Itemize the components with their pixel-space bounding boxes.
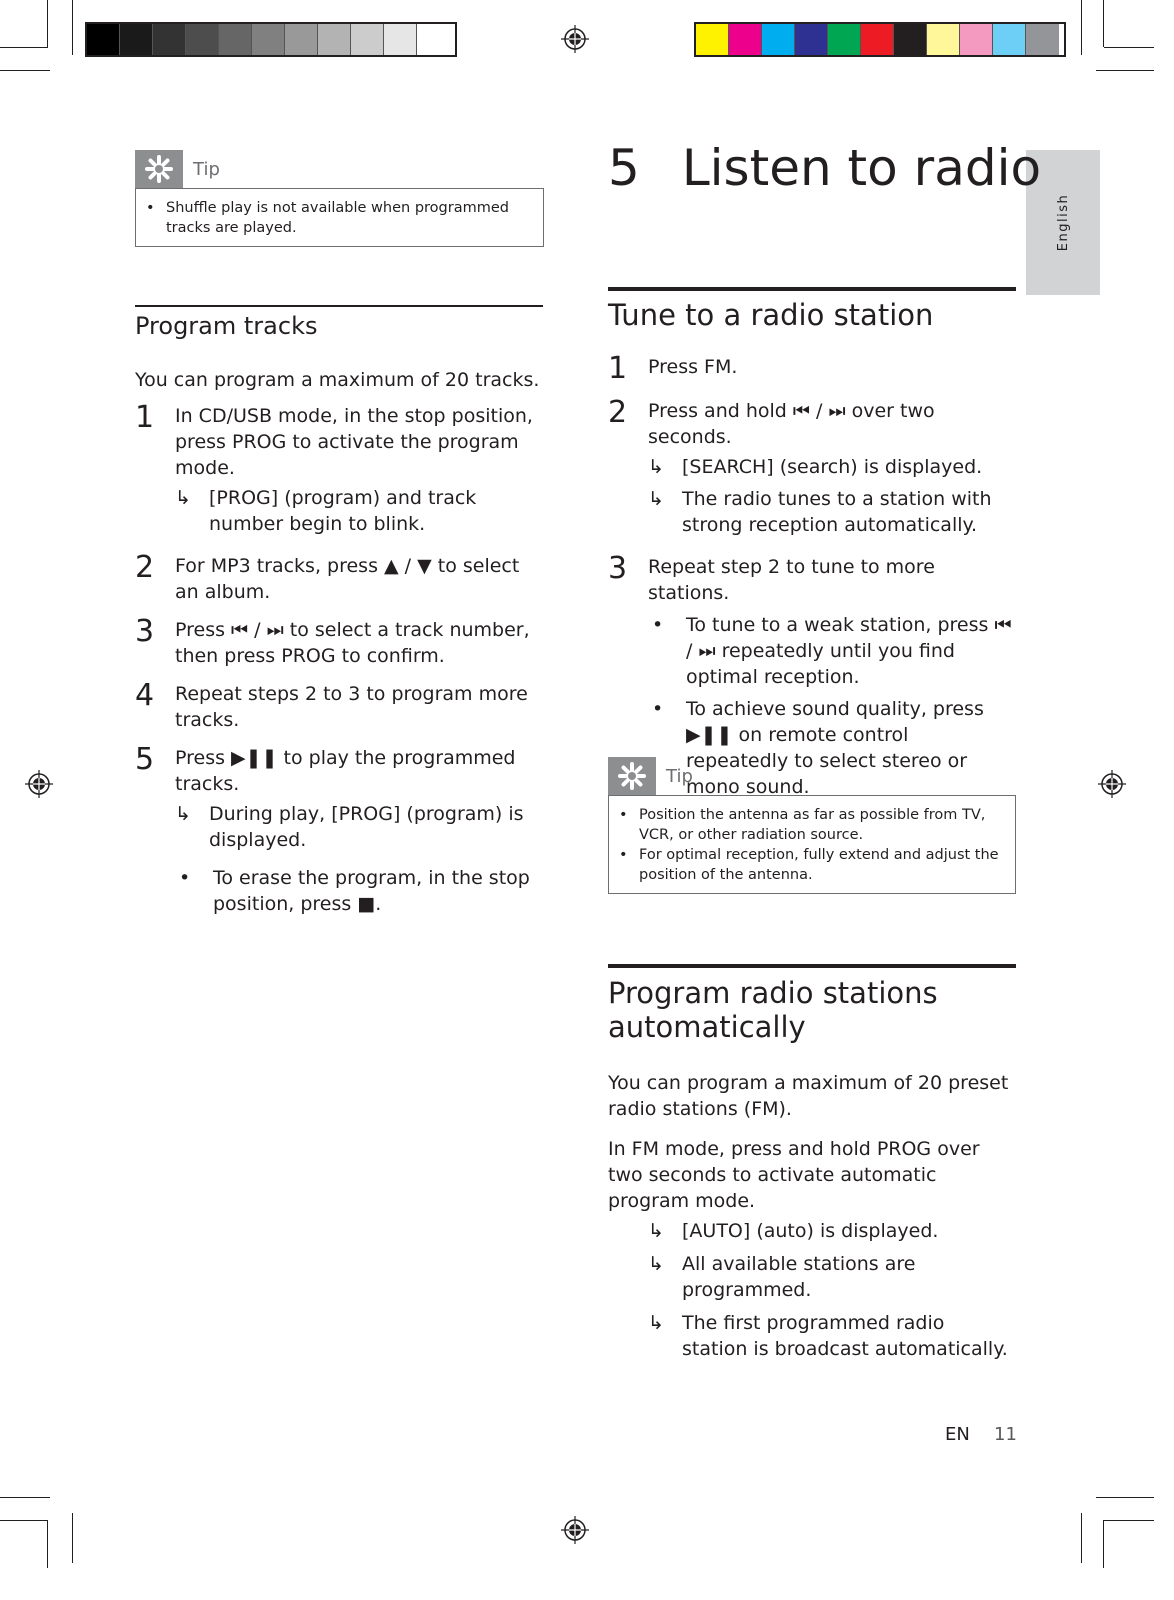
- page-number: 11: [994, 1424, 1017, 1445]
- result-text: [SEARCH] (search) is displayed.: [682, 456, 983, 478]
- bullet-text: To erase the program, in the stop position, press ■.: [213, 867, 530, 915]
- color-swatch: [384, 24, 417, 55]
- chapter-title-text: Listen to radio: [681, 139, 1042, 197]
- step-number: 5: [135, 742, 155, 777]
- section-rule: [135, 305, 543, 307]
- intro-text: You can program a maximum of 20 tracks.: [135, 369, 540, 391]
- result-arrow-icon: ↳: [648, 1253, 664, 1275]
- step-item: [135, 400, 540, 537]
- registration-mark-icon: [1098, 770, 1126, 798]
- bullet-text: To tune to a weak station, press ⏮ / ⏭ repeatedly until you find optimal reception.: [686, 614, 1012, 688]
- step-text: Press ▶❚❚ to play the programmed tracks.: [175, 747, 516, 795]
- chapter-title: [608, 140, 1041, 196]
- color-swatch: [87, 24, 120, 55]
- grayscale-color-bar: [85, 22, 457, 57]
- bullet-text: To achieve sound quality, press ▶❚❚ on remote control repeatedly to select stereo or mono sound.: [686, 698, 984, 798]
- step-item: [135, 614, 540, 669]
- color-swatch: [318, 24, 351, 55]
- color-swatch: [1026, 24, 1059, 55]
- color-swatch: [762, 24, 795, 55]
- tip-asterisk-icon: [608, 757, 656, 795]
- tip-box-top: [135, 150, 544, 247]
- step-number: 2: [135, 550, 155, 585]
- color-swatch: [993, 24, 1026, 55]
- registration-mark-icon: [25, 770, 53, 798]
- step-item: [135, 742, 540, 917]
- step-number: 1: [135, 400, 155, 435]
- color-swatch: [861, 24, 894, 55]
- registration-mark-icon: [561, 1516, 589, 1544]
- step-number: 3: [608, 551, 628, 586]
- tip-box-right: [608, 757, 1016, 894]
- step-text: Repeat step 2 to tune to more stations.: [648, 556, 935, 604]
- section-heading-program-tracks: Program tracks: [135, 312, 318, 340]
- color-swatch: [417, 24, 450, 55]
- result-text: During play, [PROG] (program) is displayed.: [209, 803, 524, 851]
- step-item: [608, 395, 1013, 538]
- step-text: Press ⏮ / ⏭ to select a track number, then press PROG to confirm.: [175, 619, 530, 667]
- step-text: Repeat steps 2 to 3 to program more tracks.: [175, 683, 528, 731]
- color-swatch: [894, 24, 927, 55]
- language-tab-label: English: [1055, 193, 1071, 252]
- color-swatch: [186, 24, 219, 55]
- section-rule: [608, 964, 1016, 968]
- tune-body: [608, 351, 1013, 800]
- body-text: You can program a maximum of 20 preset radio stations (FM).: [608, 1072, 1009, 1120]
- step-text: In CD/USB mode, in the stop position, press PROG to activate the program mode.: [175, 405, 533, 479]
- step-number: 3: [135, 614, 155, 649]
- tip-bullet: Shuffle play is not available when programmed tracks are played.: [166, 200, 509, 236]
- step-number: 4: [135, 678, 155, 713]
- color-swatch: [729, 24, 762, 55]
- process-color-bar: [694, 22, 1066, 57]
- bullet-icon: •: [652, 698, 664, 720]
- color-swatch: [696, 24, 729, 55]
- step-item: [135, 678, 540, 733]
- section-heading-tune: Tune to a radio station: [608, 298, 934, 332]
- result-text: [PROG] (program) and track number begin to blink.: [209, 487, 477, 535]
- color-swatch: [795, 24, 828, 55]
- result-arrow-icon: ↳: [648, 488, 664, 510]
- result-text: The first programmed radio station is broadcast automatically.: [682, 1312, 1008, 1360]
- result-arrow-icon: ↳: [648, 1220, 664, 1242]
- tip-bullet: For optimal reception, fully extend and adjust the position of the antenna.: [639, 847, 999, 883]
- result-arrow-icon: ↳: [648, 456, 664, 478]
- bullet-icon: •: [179, 867, 191, 889]
- footer-language: EN: [945, 1424, 970, 1445]
- chapter-number: 5: [608, 139, 640, 197]
- result-arrow-icon: ↳: [648, 1312, 664, 1334]
- body-text: In FM mode, press and hold PROG over two seconds to activate automatic program mode.: [608, 1138, 980, 1212]
- color-swatch: [927, 24, 960, 55]
- color-swatch: [828, 24, 861, 55]
- color-swatch: [285, 24, 318, 55]
- result-text: All available stations are programmed.: [682, 1253, 916, 1301]
- program-tracks-body: [135, 367, 540, 917]
- result-arrow-icon: ↳: [175, 487, 191, 509]
- step-number: 1: [608, 351, 628, 386]
- heading-line: Program radio stations: [608, 976, 938, 1010]
- result-text: The radio tunes to a station with strong reception automatically.: [682, 488, 992, 536]
- color-swatch: [351, 24, 384, 55]
- result-text: [AUTO] (auto) is displayed.: [682, 1220, 939, 1242]
- step-text: For MP3 tracks, press ▲ / ▼ to select an album.: [175, 555, 520, 603]
- program-radio-body: [608, 1070, 1013, 1362]
- step-item: [135, 550, 540, 605]
- section-heading-program-radio: [608, 976, 938, 1044]
- tip-bullet: Position the antenna as far as possible from TV, VCR, or other radiation source.: [639, 807, 986, 843]
- color-swatch: [960, 24, 993, 55]
- tip-asterisk-icon: [135, 150, 183, 188]
- tip-content: • Position the antenna as far as possible from TV, VCR, or other radiation source. • For optimal reception, fully extend and adjust the position of the antenna.: [608, 795, 1016, 894]
- step-number: 2: [608, 395, 628, 430]
- tip-content: • Shuffle play is not available when programmed tracks are played.: [135, 188, 544, 247]
- section-rule: [608, 287, 1016, 291]
- registration-mark-icon: [561, 25, 589, 53]
- color-swatch: [252, 24, 285, 55]
- tip-label: Tip: [666, 765, 693, 787]
- step-text: Press FM.: [648, 356, 738, 378]
- heading-line: automatically: [608, 1010, 806, 1044]
- step-text: Press and hold ⏮ / ⏭ over two seconds.: [648, 400, 935, 448]
- color-swatch: [120, 24, 153, 55]
- tip-label: Tip: [193, 158, 220, 180]
- step-item: [608, 351, 1013, 386]
- bullet-icon: •: [652, 614, 664, 636]
- color-swatch: [219, 24, 252, 55]
- result-arrow-icon: ↳: [175, 803, 191, 825]
- color-swatch: [153, 24, 186, 55]
